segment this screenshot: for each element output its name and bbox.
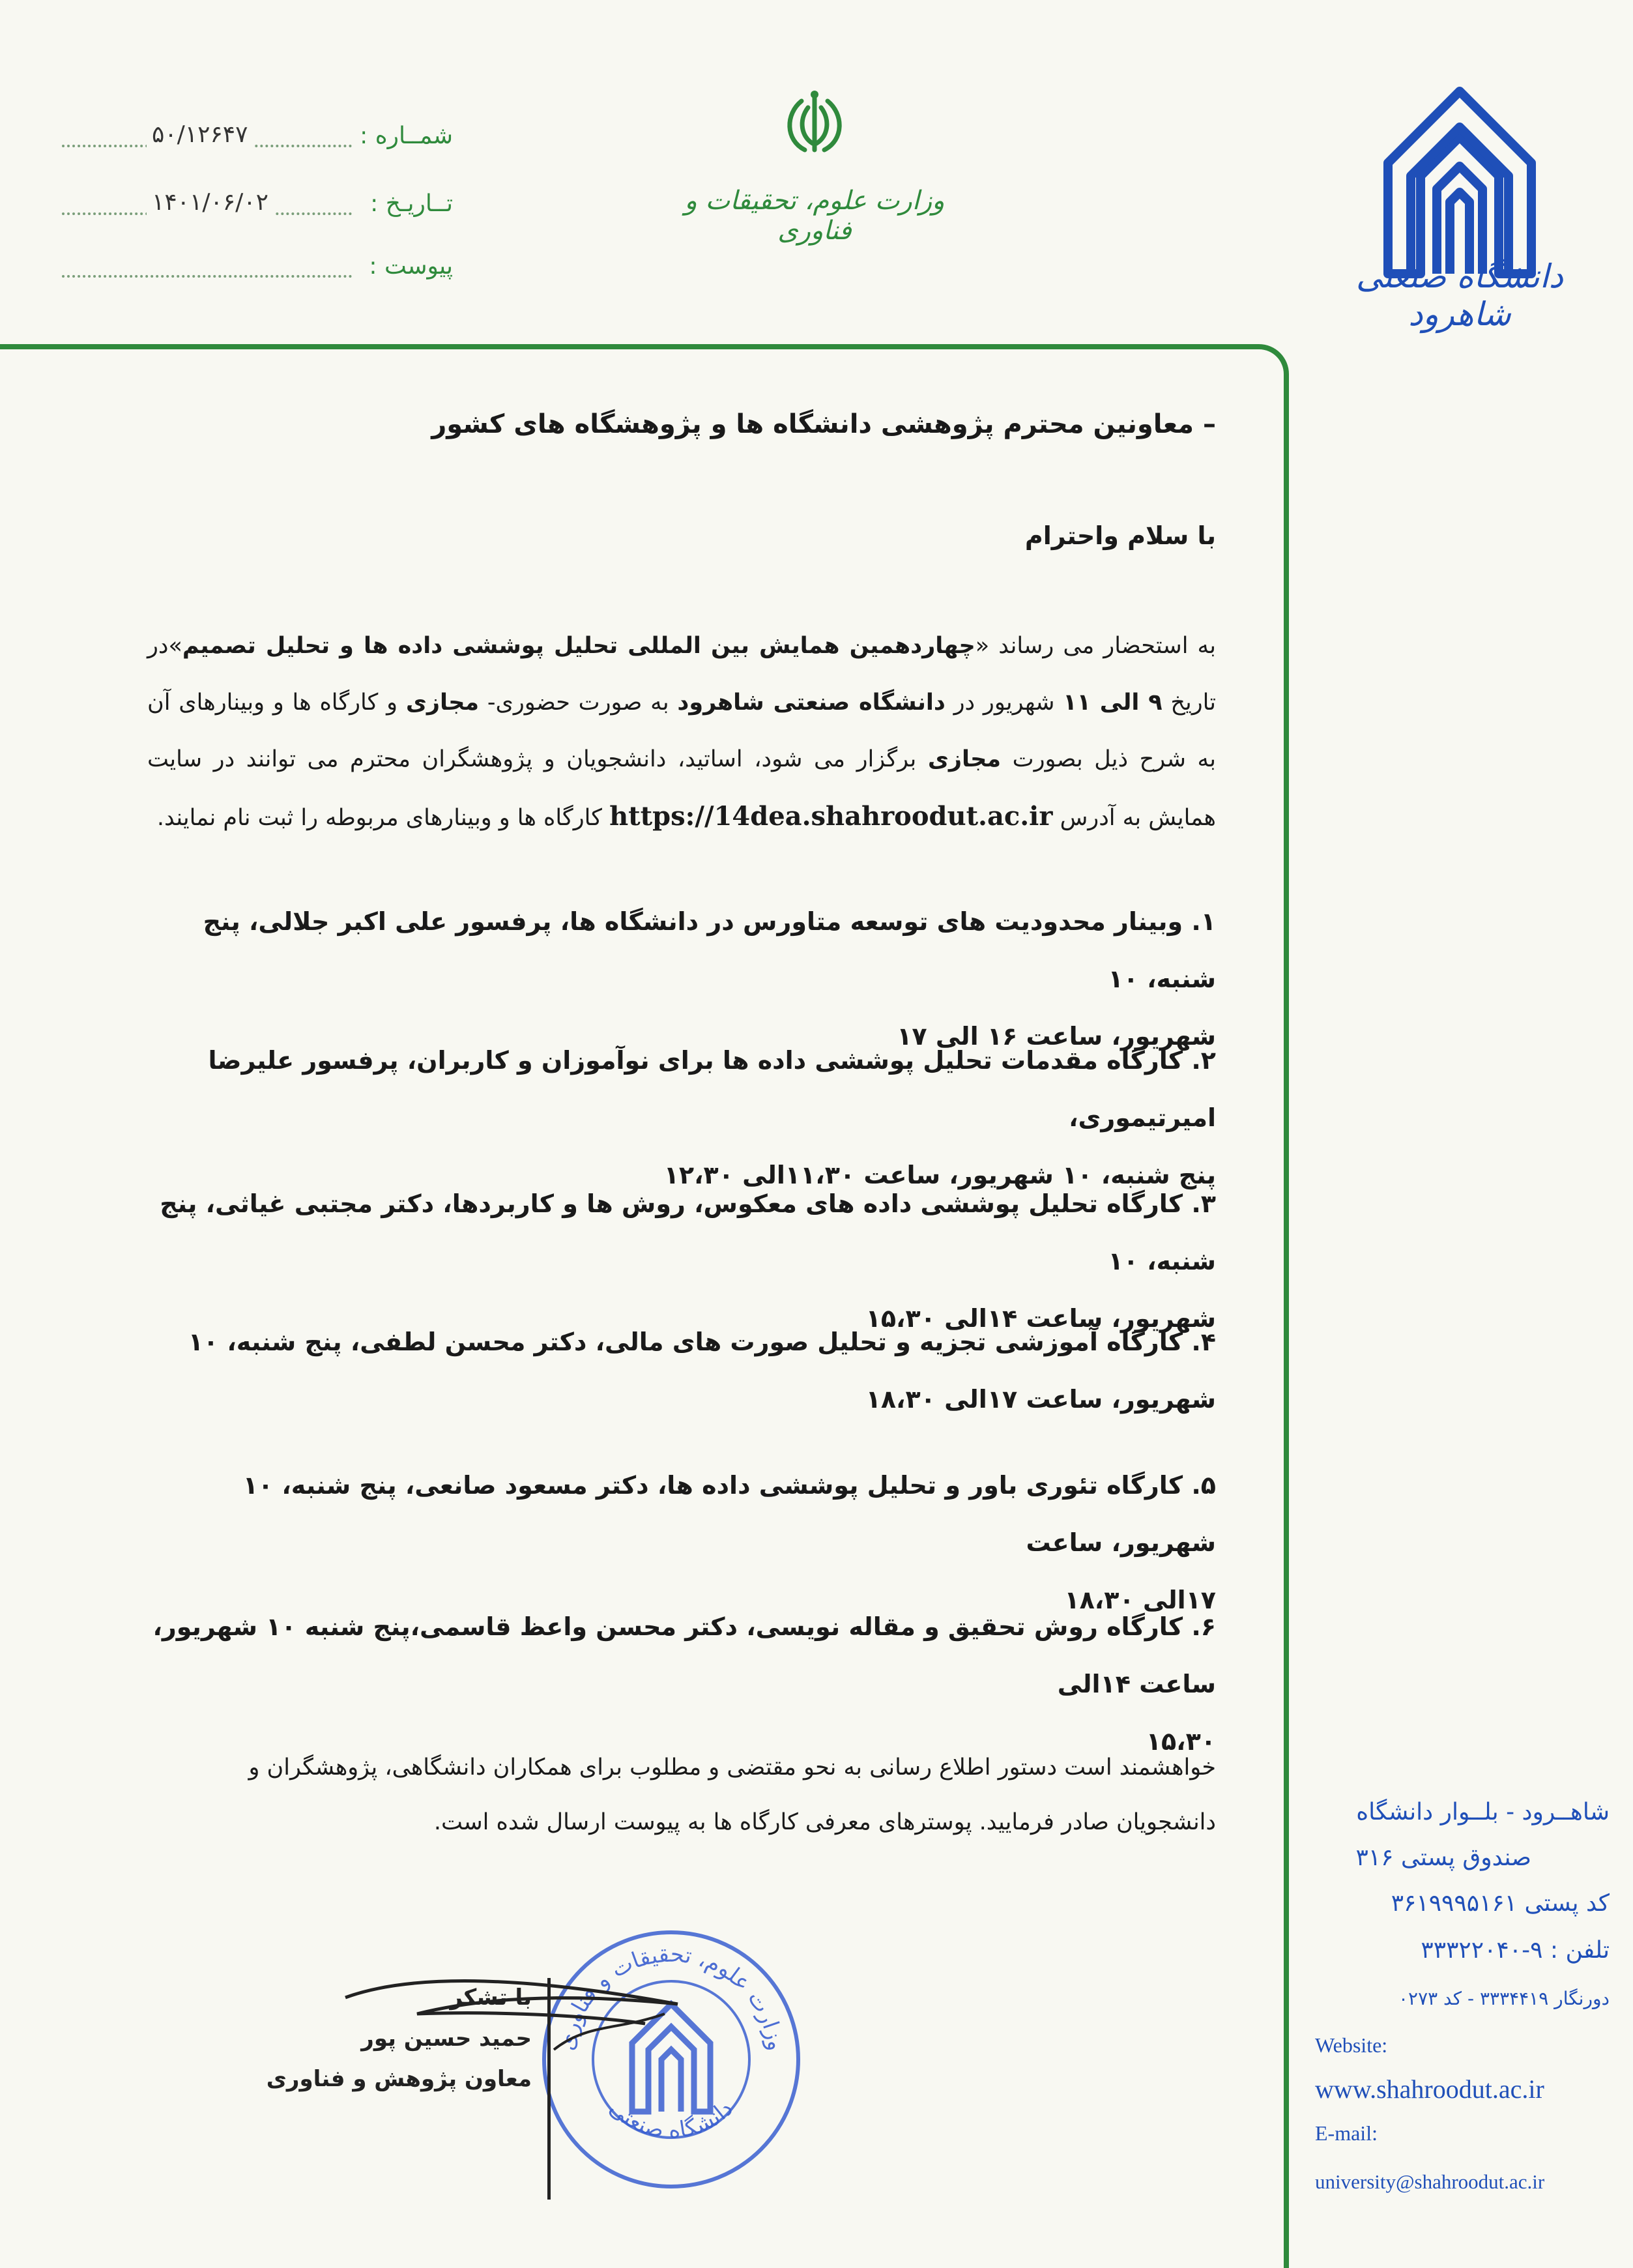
address-line: کد پستی ۳۶۱۹۹۹۵۱۶۱ <box>1391 1890 1610 1917</box>
number-value: ۵۰/۱۲۶۴۷ <box>147 121 253 148</box>
conference-name: چهاردهمین همایش بین المللی تحلیل پوششی داده ها و تحلیل تصمیم <box>182 633 975 659</box>
number-field <box>62 123 453 162</box>
list-item: ۲. کارگاه مقدمات تحلیل پوششی داده ها برای نوآموزان و کاربران، پرفسور علیرضا امیرتیموری، پنج شنبه، ۱۰ شهریور، ساعت ۱۱،۳۰الی ۱۲،۳۰ <box>208 1046 1216 1189</box>
seal-top-text: وزارت علوم، تحقیقات و فناوری <box>553 1941 789 2053</box>
frame-top-line <box>0 344 1258 349</box>
ministry-name: وزارت علوم، تحقیقات و فناوری <box>684 186 945 246</box>
email-label: E-mail: <box>1315 2121 1378 2145</box>
list-item: ۶. کارگاه روش تحقیق و مقاله نویسی، دکتر محسن واعظ قاسمی،پنج شنبه ۱۰ شهریور، ساعت ۱۴الی ۱۵،۳۰ <box>152 1612 1216 1756</box>
attachment-dots <box>62 275 352 278</box>
host-university: دانشگاه صنعتی شاهرود <box>677 690 946 716</box>
iran-emblem-icon <box>779 88 850 160</box>
email-link[interactable]: university@shahroodut.ac.ir <box>1315 2170 1545 2193</box>
signature-stroke <box>547 1978 551 2200</box>
number-label: شمــاره : <box>360 123 453 149</box>
date-value: ۱۴۰۱/۰۶/۰۲ <box>147 189 274 216</box>
attachment-label: پیوست : <box>369 253 453 280</box>
list-item: ۳. کارگاه تحلیل پوششی داده های معکوس، روش ها و کاربردها، دکتر مجتبی غیاثی، پنج شنبه، ۱۰ شهریور، ساعت ۱۴الی ۱۵،۳۰ <box>160 1189 1216 1333</box>
signatory-name: حمید حسین پور <box>361 2026 532 2052</box>
signature-regards: با تشکر <box>450 1984 532 2011</box>
university-name: دانشگاه صنعتی شاهرود <box>1355 257 1564 333</box>
address-line: شاهــرود - بلــوار دانشگاه <box>1356 1799 1610 1825</box>
seal-bottom-text: دانشگاه صنعتی <box>604 2095 738 2144</box>
date-label: تــاریـخ : <box>370 190 453 217</box>
website-link[interactable]: www.shahroodut.ac.ir <box>1315 2074 1544 2104</box>
list-item: ۵. کارگاه تئوری باور و تحلیل پوششی داده ها، دکتر مسعود صانعی، پنج شنبه، ۱۰ شهریور، ساعت ۱۷الی ۱۸،۳۰ <box>242 1471 1216 1614</box>
date-field <box>62 190 453 229</box>
list-item: ۱. وبینار محدودیت های توسعه متاورس در دانشگاه ها، پرفسور علی اکبر جلالی، پنج شنبه، ۱۰ شهریور، ساعت ۱۶ الی ۱۷ <box>203 907 1216 1051</box>
list-item: ۴. کارگاه آموزشی تجزیه و تحلیل صورت های مالی، دکتر محسن لطفی، پنج شنبه، ۱۰ شهریور، ساعت ۱۷الی ۱۸،۳۰ <box>188 1328 1216 1414</box>
website-label: Website: <box>1315 2033 1388 2057</box>
svg-text:دانشگاه صنعتی <box>604 2095 738 2144</box>
frame-right-line <box>1284 378 1289 2268</box>
closing-paragraph: خواهشمند است دستور اطلاع رسانی به نحو مقتضی و مطلوب برای همکاران دانشگاهی، پژوهشگران و دانشجویان صادر فرمایید. پوسترهای معرفی کارگاه ها به پیوست ارسال شده است. <box>248 1754 1216 1835</box>
attachment-field <box>62 253 453 292</box>
address-line: دورنگار ۳۳۳۴۴۱۹ - کد ۰۲۷۳ <box>1398 1988 1610 2009</box>
conference-dates: ۹ الی ۱۱ <box>1063 690 1163 716</box>
address-line: صندوق پستی ۳۱۶ <box>1355 1844 1531 1871</box>
address-line: تلفن : ۹-۳۳۳۲۲۰۴۰ <box>1421 1937 1610 1964</box>
signatory-title: معاون پژوهش و فناوری <box>266 2066 532 2092</box>
addressee: – معاونین محترم پژوهشی دانشگاه ها و پژوهشگاه های کشور <box>431 409 1216 439</box>
intro-paragraph: به استحضار می رساند «چهاردهمین همایش بین المللی تحلیل پوششی داده ها و تحلیل تصمیم»در تاریخ ۹ الی ۱۱ شهریور در دانشگاه صنعتی شاهرود به صورت حضوری- مجازی و کارگاه ها و وبینارهای آن به شرح ذیل بصورت مجازی برگزار می شود، اساتید، دانشجویان و پژوهشگران محترم می توانند در سایت همایش به آدرس https://14dea.shahroodut.ac.ir کارگاه ها و وبینارهای مربوطه را ثبت نام نمایند. <box>147 633 1217 832</box>
frame-corner <box>1250 344 1289 383</box>
conference-url[interactable]: https://14dea.shahroodut.ac.ir <box>609 801 1053 832</box>
greeting: با سلام واحترام <box>1024 521 1216 550</box>
